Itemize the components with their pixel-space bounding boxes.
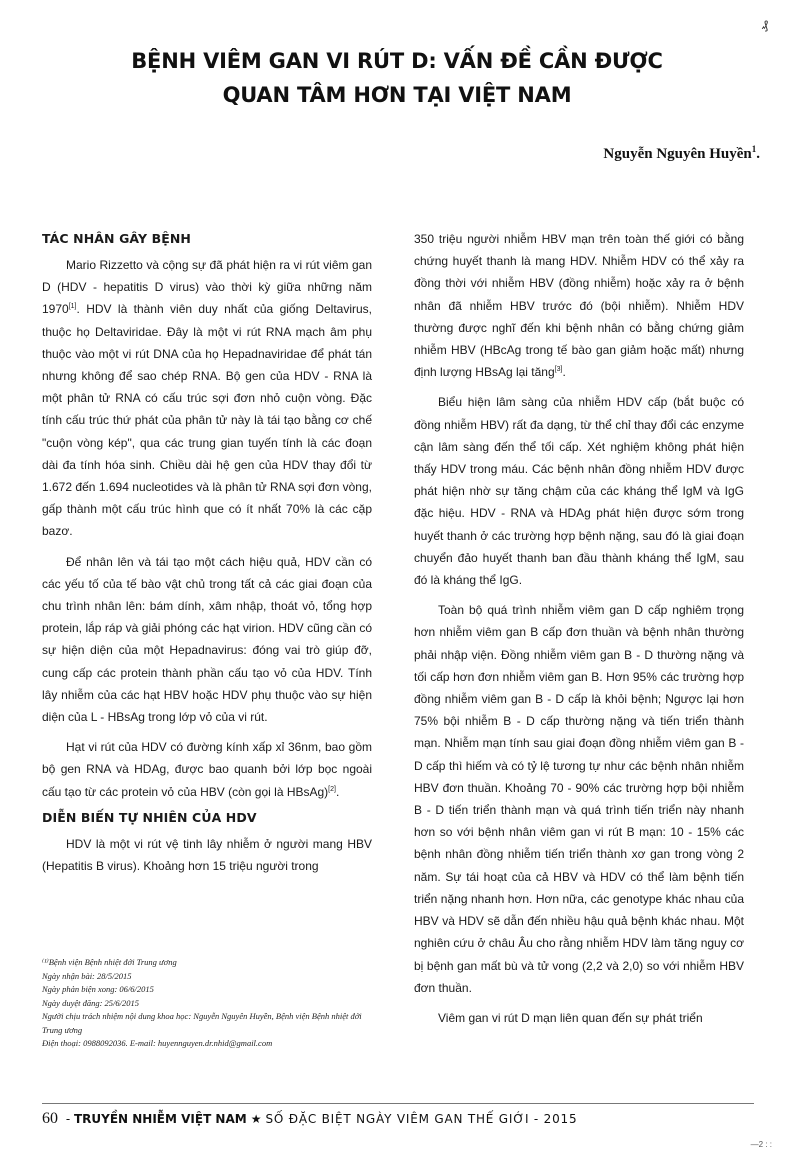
paragraph-text: . — [335, 784, 340, 799]
author-affiliation-mark: 1 — [751, 144, 757, 154]
paragraph — [42, 736, 372, 803]
page-footer — [42, 1110, 577, 1128]
author-name: Nguyễn Nguyên Huyền — [603, 146, 752, 162]
title-line-2: QUAN TÂM HƠN TẠI VIỆT NAM — [222, 83, 572, 107]
paragraph: Viêm gan vi rút D mạn liên quan đến sự phát triển — [438, 1010, 703, 1025]
paragraph — [42, 254, 372, 543]
footnote-affiliation: ⁽¹⁾Bệnh viện Bệnh nhiệt đới Trung ương — [42, 957, 177, 967]
footnote-contact: Điện thoại: 0988092036. E-mail: huyennguyen.dr.nhid@gmail.com — [42, 1038, 273, 1048]
author — [603, 146, 760, 163]
footnote-received: Ngày nhận bài: 28/5/2015 — [42, 970, 132, 981]
paragraph-text: Hạt vi rút của HDV có đường kính xấp xỉ 36nm, bao gồm bộ gen RNA và HDAg, được bao quanh bởi lớp bọc ngoài cấu tạo từ các protein vỏ của HBV (còn gọi là HBsAg) — [42, 740, 372, 799]
article-title — [100, 44, 694, 112]
paragraph-text: 350 triệu người nhiễm HBV mạn trên toàn thế giới có bằng chứng huyết thanh là mang HDV. Nhiễm HDV có thể xảy ra đồng thời với nhiễm HBV (đồng nhiễm) hoặc xảy ra ở bệnh nhân đã nhiễm HBV trước đó (bội nhiễm). Nhiễm HDV thường được nghĩ đến khi bệnh nhân có bằng chứng giảm nhiễm HBV (HBcAg trong tế bào gan giảm hoặc mất) nhưng định lượng HBsAg lại tăng — [414, 232, 744, 380]
paragraph: HDV là một vi rút vệ tinh lây nhiễm ở người mang HBV (Hepatitis B virus). Khoảng hơn 15 triệu người trong — [42, 836, 372, 874]
issue-name: SỐ ĐẶC BIỆT NGÀY VIÊM GAN THẾ GIỚI - 2015 — [265, 1112, 578, 1126]
journal-name: TRUYỀN NHIỄM VIỆT NAM — [73, 1112, 247, 1126]
footer-separator: - — [62, 1112, 74, 1126]
citation: [3] — [554, 366, 563, 374]
author-suffix: . — [756, 146, 760, 162]
footnote-responsible: Người chịu trách nhiệm nội dung khoa học: Nguyễn Nguyên Huyền, Bệnh viện Bệnh nhiệt đới Trung ương — [42, 1011, 362, 1035]
paragraph-text: Mario Rizzetto và cộng sự đã phát hiện ra vi rút viêm gan D (HDV - hepatitis D virus) vào thời kỳ giữa những năm 1970 — [42, 258, 372, 317]
footer-rule — [42, 1103, 754, 1104]
paragraph: Toàn bộ quá trình nhiễm viêm gan D cấp nghiêm trọng hơn nhiễm viêm gan B cấp đơn thuần và bệnh nhân thường phải nhập viện. Đồng nhiễm viêm gan B - D thường nặng và tối cấp hơn đơn nhiễm viêm gan B. Hơn 95% các trường hợp đồng nhiễm viêm gan B - D cấp là khỏi bệnh; Ngược lại hơn 75% bội nhiễm B - D cấp thường nặng và tiến triển thành mạn. Nhiễm mạn tính sau giai đoạn đồng nhiễm viêm gan B - D cấp thì hiếm và có tỷ lệ tương tự như các bệnh nhân nhiễm HBV đơn thuần. Khoảng 70 - 90% các trường hợp bội nhiễm B - D tiến triển thành mạn và quá trình tiến triển này nhanh hơn so với bệnh nhân viêm gan vi rút B mạn: 10 - 15% các bệnh nhân đồng nhiễm tiến triển thành xơ gan trong vòng 2 năm. Sự tái hoạt của cả HBV và HDV có thể làm bệnh tiến triển nặng nhanh hơn. Hơn nữa, các genotype khác nhau của HBV và HDV sẽ dẫn đến nhiều hậu quả bệnh khác nhau. Một nghiên cứu ở châu Âu cho rằng nhiễm HDV làm tăng nguy cơ bị bệnh gan mất bù và tử vong (2,2 và 2,0) so với nhiễm HBV đơn thuần. — [414, 603, 744, 995]
star-icon: ★ — [250, 1112, 262, 1126]
footnote-reviewed: Ngày phản biện xong: 06/6/2015 — [42, 984, 154, 994]
paragraph-text: . — [562, 365, 566, 380]
section-heading-pathogen: TÁC NHÂN GÂY BỆNH — [42, 231, 191, 246]
corner-mark: ₰ — [761, 18, 768, 32]
paragraph — [414, 228, 744, 383]
paragraph-text: . HDV là thành viên duy nhất của giống Deltavirus, thuộc họ Deltaviridae. Đây là một vi rút RNA mạch âm phụ thuộc vào một vi rút DNA của họ Hepadnaviridae để phát tán nhưng không để sao chép RNA. Bộ gen của HDV - RNA là một phân tử RNA có cấu trúc sợi đơn nhỏ cuộn vòng. Đặc tính cấu trúc thứ phát của phân tử này là tái tạo bằng cơ chế "cuộn vòng kép", qua các trung gian tuyến tính là các đoạn dài đa tính hóa sinh. Chiều dài hệ gen của HDV thay đổi từ 1.672 đến 1.694 nucleotides và là phân tử RNA sợi đơn vòng, gấp thành một cấu trúc hình que có ít nhất 70% là các cặp bazơ. — [42, 302, 372, 539]
title-line-1: BỆNH VIÊM GAN VI RÚT D: VẤN ĐỀ CẦN ĐƯỢC — [131, 49, 663, 73]
citation: [1] — [68, 303, 77, 311]
page-number: 60 — [42, 1110, 58, 1127]
footer-mark: —2 : : — [750, 1140, 772, 1149]
section-heading-natural-history: DIỄN BIẾN TỰ NHIÊN CỦA HDV — [42, 809, 257, 825]
footnotes — [42, 956, 382, 1051]
footnote-accepted: Ngày duyệt đăng: 25/6/2015 — [42, 997, 140, 1008]
citation: [2] — [328, 785, 336, 793]
right-column — [414, 228, 744, 1029]
paragraph: Biểu hiện lâm sàng của nhiễm HDV cấp (bắt buộc có đồng nhiễm HBV) rất đa dạng, từ thể chỉ thay đổi các enzyme cận lâm sàng đến thể tối cấp. Xét nghiệm không phát hiện thấy HDV trong máu. Các bệnh nhân đồng nhiễm HDV được phát hiện nhờ sự tăng chậm của các kháng thể IgM và IgG đặc hiệu. HDV - RNA và HDAg phát hiện được sớm trong huyết thanh ở các trường hợp bệnh nặng, sau đó là giai đoạn chuyển đảo huyết thanh ban đầu thành kháng thể IgM, sau đó là kháng thể IgG. — [414, 395, 744, 588]
paragraph: Để nhân lên và tái tạo một cách hiệu quả, HDV cần có các yếu tố của tế bào vật chủ trong tất cả các giai đoạn của chu trình nhân lên: bám dính, xâm nhập, thoát vỏ, tổng hợp protein, lắp ráp và giải phóng các hạt virion. HDV cũng cần có sự hiện diện của một Hepadnavirus: đóng vai trò giúp đỡ, cung cấp các protein thành phần cấu tạo vỏ của HDV. Tính lây nhiễm của các hạt HBV hoặc HDV phụ thuộc vào sự hiện diện của L - HBsAg trong lớp vỏ của vi rút. — [42, 554, 372, 725]
left-column — [42, 228, 372, 877]
